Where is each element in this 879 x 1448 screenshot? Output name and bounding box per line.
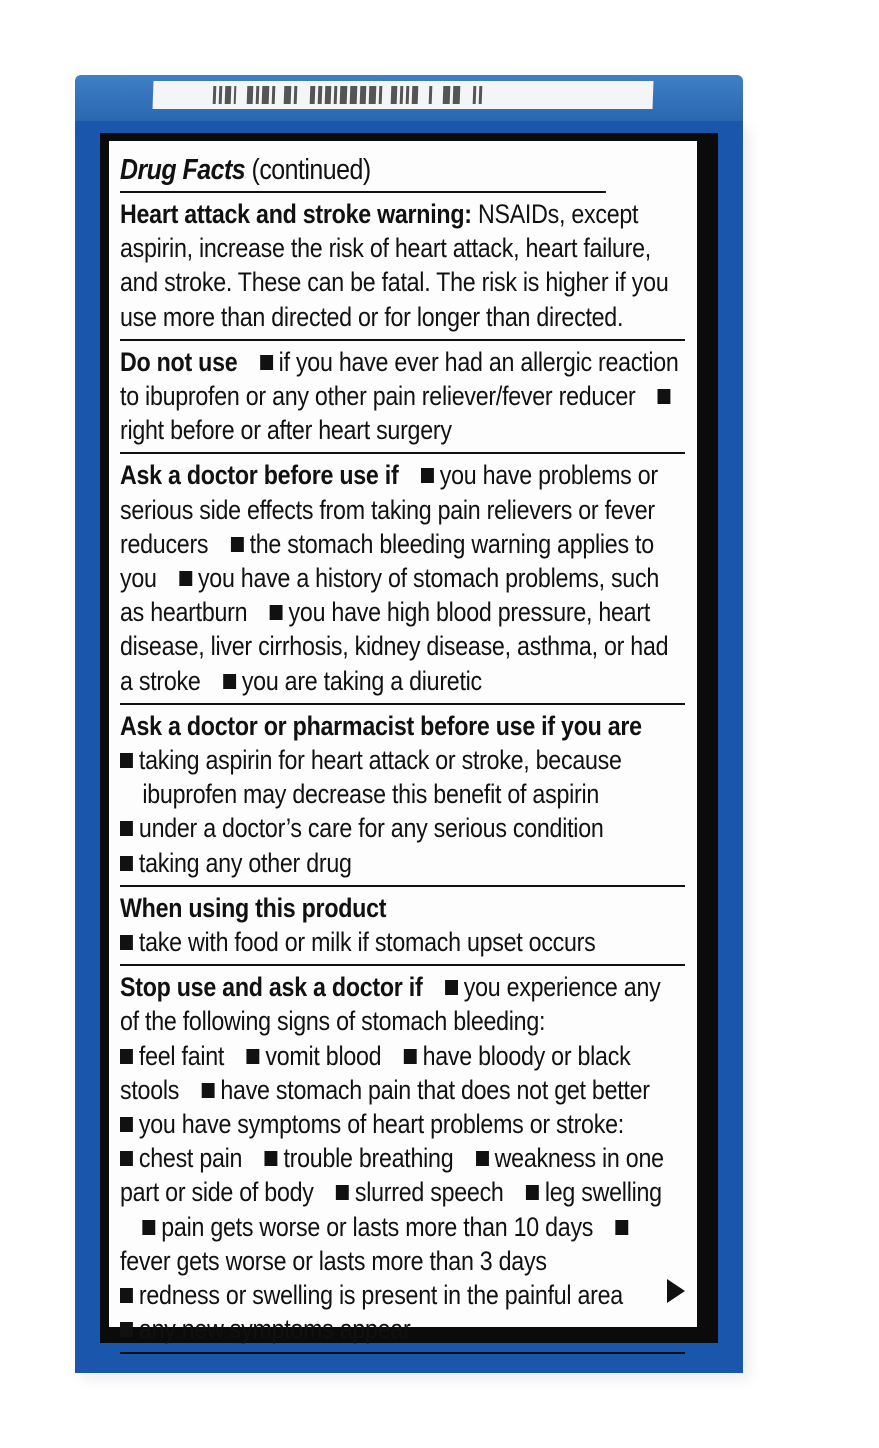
list-item: the stomach bleeding warning applies to you [120,528,654,594]
bullet-icon [179,571,192,586]
bullet-icon [120,1117,133,1132]
list-item: you have a history of stomach problems, such as heartburn [120,563,659,628]
bullet-icon [231,537,244,552]
when-using-heading: When using this product [120,892,387,923]
list-item: you experience any of the following signs of stomach bleeding: [120,972,661,1037]
box-front [75,121,743,1373]
list-item: trouble breathing [283,1143,454,1174]
title-bold: Drug Facts [120,154,246,186]
bullet-icon [223,674,236,689]
list-item: any new symptoms appear [138,1314,411,1345]
list-item: chest pain [138,1143,243,1174]
heart-warning-heading: Heart attack and stroke warning: [120,199,472,229]
bullet-icon [336,1185,349,1200]
drug-facts-panel [109,141,697,1345]
ask-pharmacist-section [120,705,685,887]
ask-doctor-section [120,454,685,704]
list-item: leg swelling [544,1177,662,1208]
barcode-icon [213,86,483,104]
ask-doctor-heading: Ask a doctor before use if [120,460,399,491]
list-item: take with food or milk if stomach upset occurs [138,927,596,958]
bullet-icon [421,468,434,483]
list-item: taking any other drug [138,847,352,878]
bullet-icon [142,1220,155,1235]
list-item: feel faint [138,1040,225,1071]
do-not-use-heading: Do not use [120,346,238,377]
list-item: you are taking a diuretic [241,665,482,696]
bullet-icon [120,821,133,836]
heart-warning-text: NSAIDs, except aspirin, increase the risk of heart attack, heart failure, and stroke. These can be fatal. The risk is higher if you use more than directed or for longer than directed. [120,199,669,332]
bullet-icon [120,935,133,950]
product-box [75,75,743,1373]
ask-pharmacist-heading: Ask a doctor or pharmacist before use if you are [120,710,642,741]
continue-arrow-icon [667,1279,685,1303]
list-item: vomit blood [265,1040,382,1071]
list-item: weakness in one part or side of body [120,1143,664,1208]
bullet-icon [526,1185,539,1200]
list-item: fever gets worse or lasts more than 3 days [120,1245,547,1276]
barcode-label [153,81,654,109]
bullet-icon [201,1083,214,1098]
list-item: slurred speech [354,1177,504,1208]
list-item: you have problems or serious side effects from taking pain relievers or fever reducers [120,460,658,559]
bullet-icon [404,1049,417,1064]
bullet-icon [120,1288,133,1303]
bullet-icon [658,389,671,404]
bullet-icon [270,605,283,620]
heart-warning-section [120,193,685,341]
bullet-icon [120,1322,133,1337]
bullet-icon [476,1151,489,1166]
title-suffix: (continued) [245,154,371,186]
list-item: ibuprofen may decrease this benefit of aspirin [142,779,600,810]
box-lid [75,75,743,121]
bullet-icon [616,1220,629,1235]
list-item: pain gets worse or lasts more than 10 days [161,1211,594,1242]
list-item: right before or after heart surgery [120,415,452,446]
do-not-use-section [120,341,685,455]
bullet-icon [120,753,133,768]
stop-use-section [120,966,685,1353]
list-item: you have symptoms of heart problems or stroke: [138,1109,624,1140]
stop-use-heading: Stop use and ask a doctor if [120,972,423,1003]
list-item: redness or swelling is present in the painful area [138,1280,623,1311]
list-item: taking aspirin for heart attack or stroke, because [138,745,622,776]
list-item: have stomach pain that does not get better [220,1074,650,1105]
list-item: have bloody or black stools [120,1040,631,1105]
list-item: under a doctor’s care for any serious condition [138,813,604,844]
bullet-icon [120,1049,133,1064]
bullet-icon [265,1151,278,1166]
bullet-icon [260,355,273,370]
list-item: if you have ever had an allergic reaction to ibuprofen or any other pain reliever/fever reducer [120,346,679,412]
list-item: you have high blood pressure, heart disease, liver cirrhosis, kidney disease, asthma, or had a stroke [120,597,669,696]
bullet-icon [246,1049,259,1064]
bullet-icon [445,980,458,995]
bullet-icon [120,856,133,871]
drug-facts-title [120,153,606,193]
bullet-icon [120,1151,133,1166]
drug-facts-frame [100,133,718,1343]
when-using-section [120,887,685,966]
